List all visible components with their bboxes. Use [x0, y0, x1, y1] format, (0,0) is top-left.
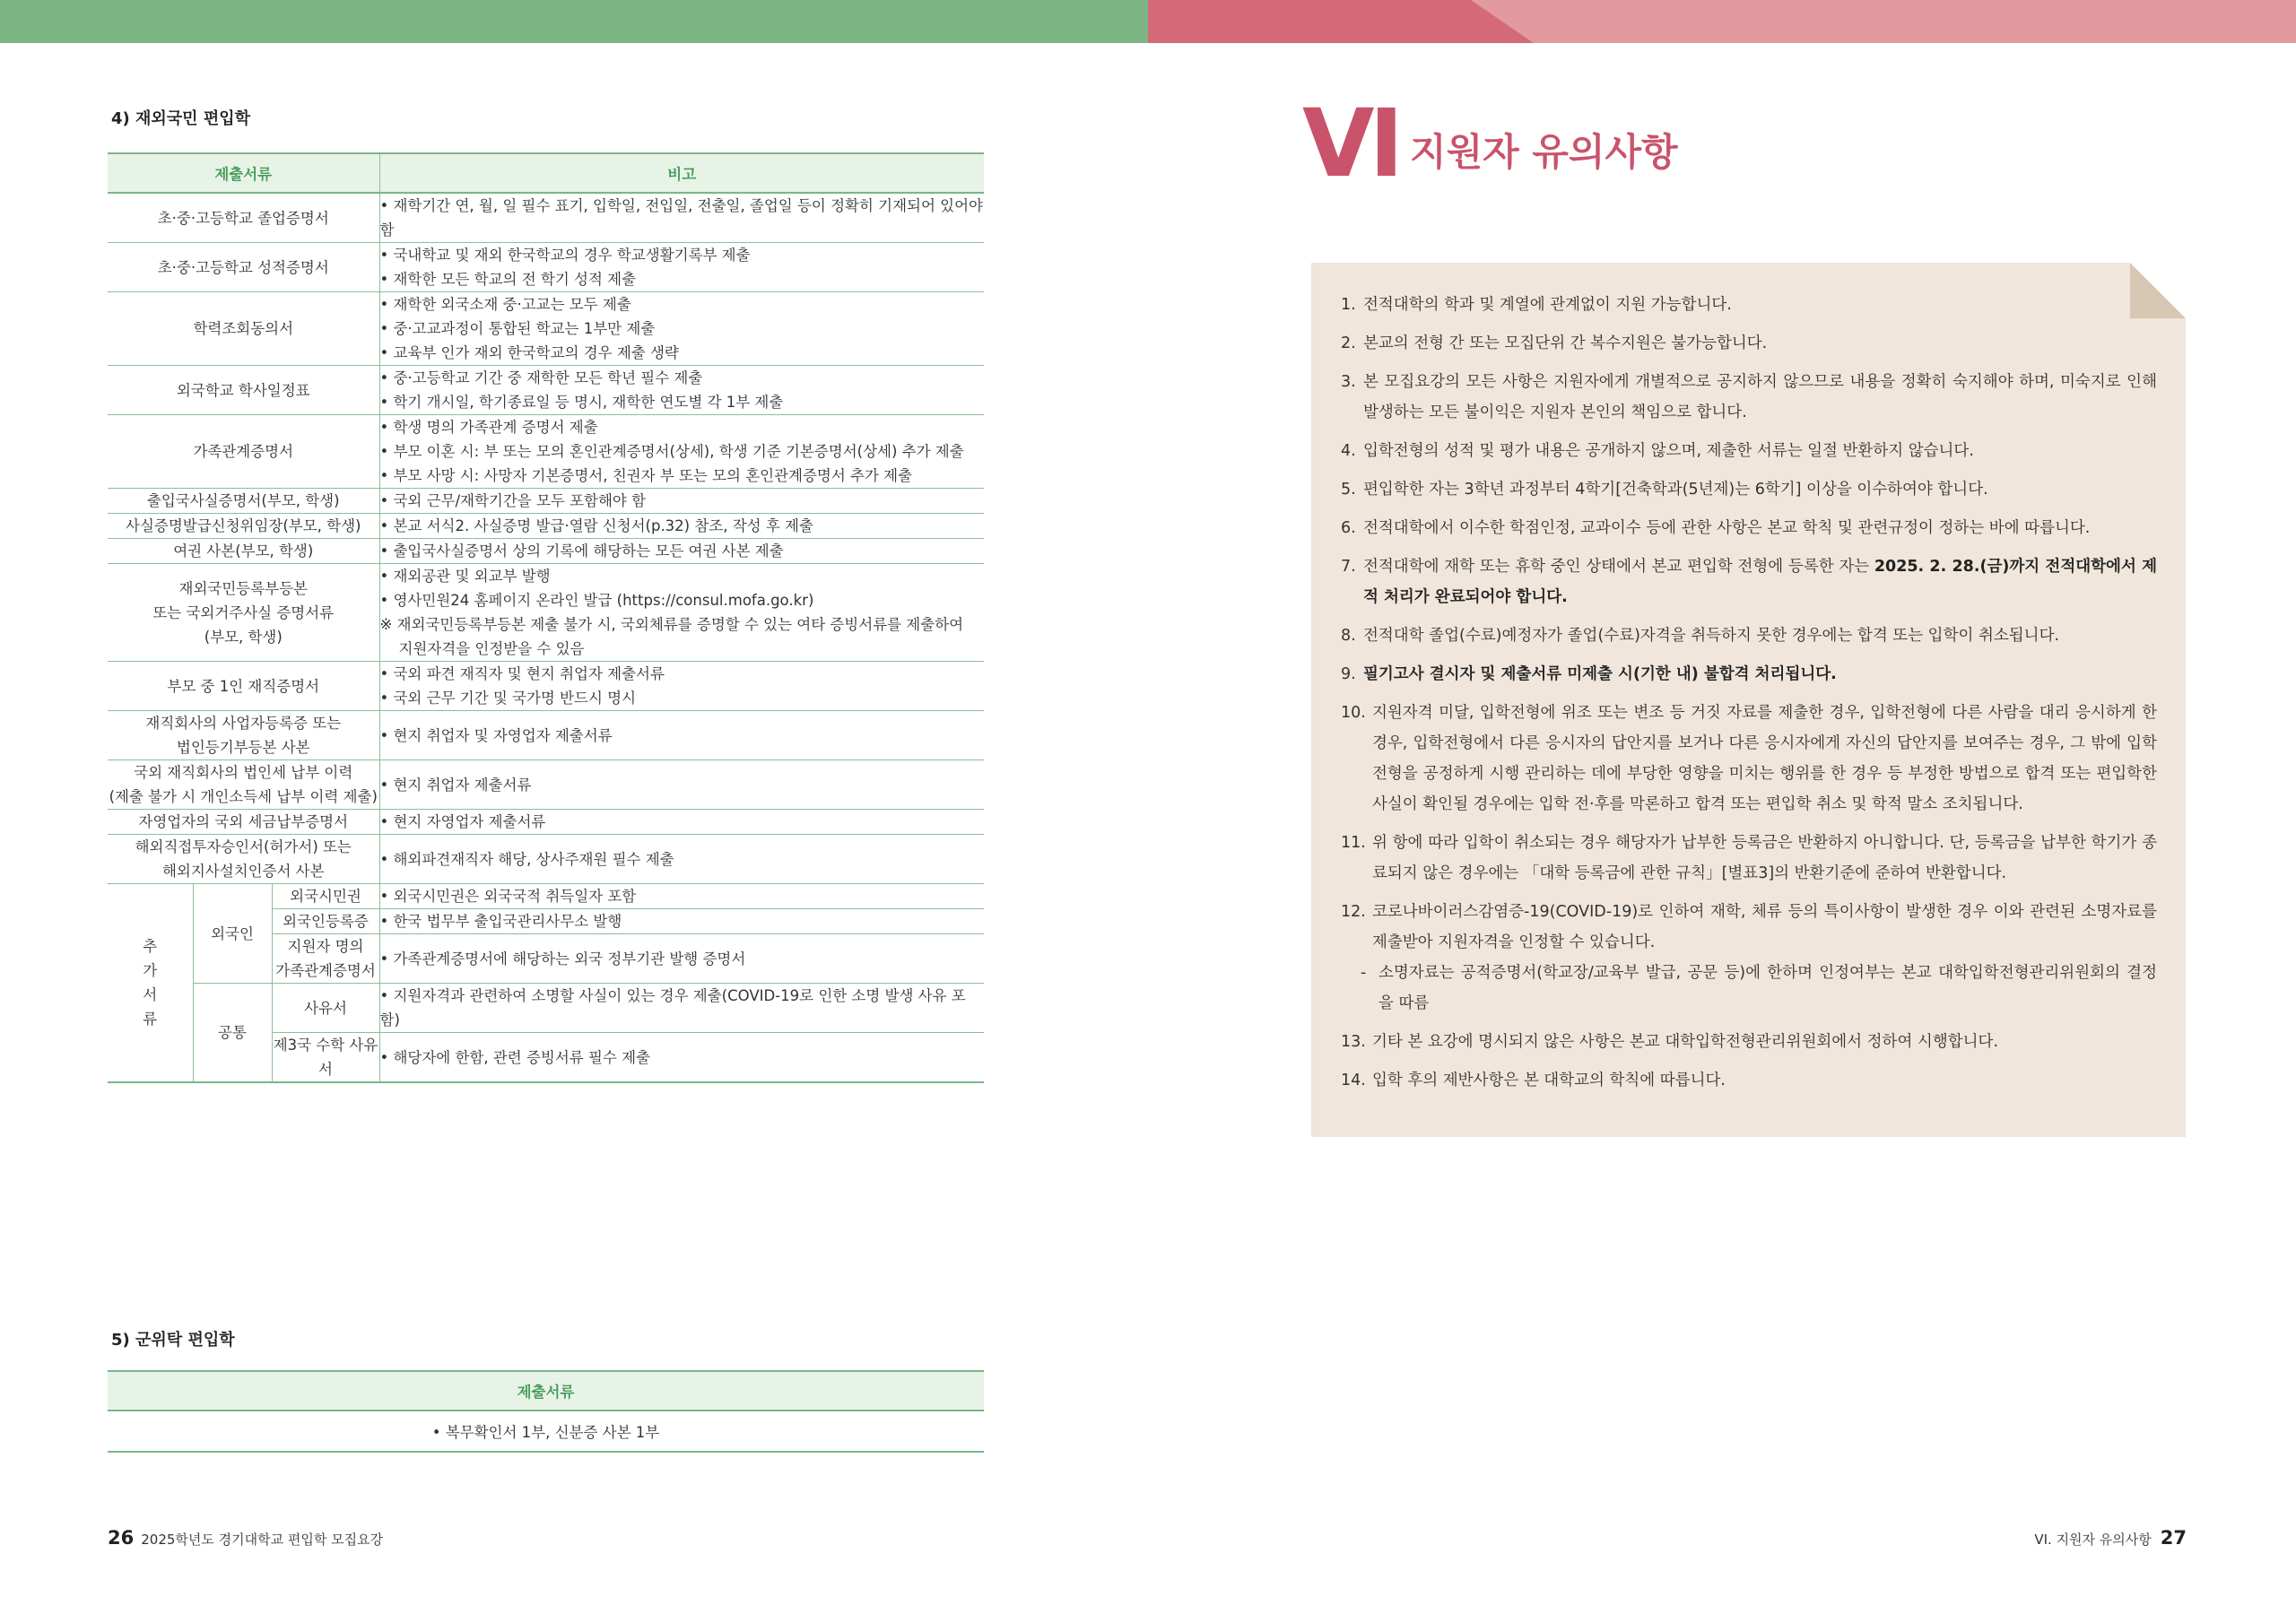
table-row [108, 489, 984, 514]
notice-item [1341, 897, 2157, 958]
chapter-title: 지원자 유의사항 [1410, 130, 1678, 174]
remark-line: • 학생 명의 가족관계 증명서 제출 [379, 419, 598, 436]
notice-number: 13. [1341, 1033, 1366, 1051]
notice-gap [1341, 690, 2157, 698]
notice-text-part: 본 모집요강의 모든 사항은 지원자에게 개별적으로 공지하지 않으므로 내용을 정확히 숙지해야 하며, 미숙지로 인해 발생하는 모든 불이익은 지원자 본인의 책임으로 합니다. [1363, 373, 2157, 421]
remark-line: 지원자격을 인정받을 수 있음 [379, 640, 585, 657]
notice-text [1363, 513, 2157, 543]
notice-text [1372, 1027, 2157, 1057]
notice-item [1341, 474, 2157, 505]
notice-gap [1341, 359, 2157, 367]
remark-line: • 재학기간 연, 월, 일 필수 표기, 입학일, 전입일, 전출일, 졸업일 등이 정확히 기재되어 있어야 함 [379, 197, 983, 239]
document-name: 자영업자의 국외 세금납부증명서 [108, 810, 379, 835]
document-name: 사실증명발급신청위임장(부모, 학생) [108, 514, 379, 539]
notice-text-part: 전적대학의 학과 및 계열에 관계없이 지원 가능합니다. [1363, 296, 1732, 314]
table5-row: • 복무확인서 1부, 신분증 사본 1부 [108, 1410, 984, 1452]
remark-line: • 중·고등학교 기간 중 재학한 모든 학년 필수 제출 [379, 369, 703, 386]
notice-gap [1341, 428, 2157, 436]
table-row [108, 810, 984, 835]
document-name: 해외직접투자승인서(허가서) 또는 해외지사설치인증서 사본 [108, 835, 379, 884]
remark-line: • 출입국사실증명서 상의 기록에 해당하는 모든 여권 사본 제출 [379, 542, 784, 560]
document-remarks [379, 514, 984, 539]
notice-number: 10. [1341, 704, 1366, 722]
table-row [108, 292, 984, 366]
notice-number: 11. [1341, 834, 1366, 852]
extra-document-remark: • 해당자에 한함, 관련 증빙서류 필수 제출 [379, 1033, 984, 1083]
notice-item [1341, 958, 2157, 1019]
notice-gap [1341, 543, 2157, 551]
document-remarks [379, 415, 984, 489]
document-remarks [379, 760, 984, 810]
remark-line: • 국외 근무 기간 및 국가명 반드시 명시 [379, 690, 637, 707]
notice-gap [1341, 651, 2157, 659]
remark-line: • 학기 개시일, 학기종료일 등 명시, 재학한 연도별 각 1부 제출 [379, 394, 784, 411]
notice-gap [1341, 612, 2157, 621]
remark-line: • 현지 취업자 및 자영업자 제출서류 [379, 726, 613, 744]
notice-item [1341, 1065, 2157, 1096]
remark-line: • 현지 취업자 제출서류 [379, 776, 532, 794]
notice-number: 5. [1341, 481, 1356, 499]
document-remarks [379, 243, 984, 292]
document-name: 가족관계증명서 [108, 415, 379, 489]
notice-number: 8. [1341, 627, 1356, 645]
extra-sub-common: 공통 [193, 984, 272, 1083]
document-name: 출입국사실증명서(부모, 학생) [108, 489, 379, 514]
notice-text-part: 편입학한 자는 3학년 과정부터 4학기[건축학과(5년제)는 6학기] 이상을 이수하여야 합니다. [1363, 481, 1988, 499]
document-remarks [379, 489, 984, 514]
document-name: 외국학교 학사일정표 [108, 366, 379, 415]
notice-text [1363, 328, 2157, 359]
notice-text-part: 소명자료는 공적증명서(학교장/교육부 발급, 공문 등)에 한하며 인정여부는 본교 대학입학전형관리위원회의 결정을 따름 [1378, 964, 2157, 1012]
notice-text-part: 기타 본 요강에 명시되지 않은 사항은 본교 대학입학전형관리위원회에서 정하여 시행합니다. [1372, 1033, 1999, 1051]
extra-group-label: 추 가 서 류 [108, 884, 193, 1083]
notice-item [1341, 367, 2157, 428]
footer-right-text: VI. 지원자 유의사항 [2034, 1532, 2152, 1548]
notice-text-part: 위 항에 따라 입학이 취소되는 경우 해당자가 납부한 등록금은 반환하지 아니합니다. 단, 등록금을 납부한 학기가 종료되지 않은 경우에는 「대학 등록금에 관한 규칙」[별표3]의 반환기준에 준하여 반환합니다. [1372, 834, 2157, 882]
remark-line: • 본교 서식2. 사실증명 발급·열람 신청서(p.32) 참조, 작성 후 제출 [379, 517, 813, 534]
military-transfer-table [108, 1370, 984, 1453]
notice-number: 4. [1341, 442, 1356, 460]
document-name: 부모 중 1인 재직증명서 [108, 662, 379, 711]
extra-document-name: 제3국 수학 사유서 [272, 1033, 379, 1083]
notice-item [1341, 551, 2157, 612]
table-row [108, 835, 984, 884]
remark-line: • 부모 사망 시: 사망자 기본증명서, 친권자 부 또는 모의 혼인관계증명서 추가 제출 [379, 467, 913, 484]
remark-line: • 국외 근무/재학기간을 모두 포함해야 함 [379, 492, 647, 509]
extra-table-row [108, 884, 984, 909]
remark-line: • 부모 이혼 시: 부 또는 모의 혼인관계증명서(상세), 학생 기준 기본증명서(상세) 추가 제출 [379, 443, 964, 460]
extra-document-remark: • 한국 법무부 출입국관리사무소 발행 [379, 909, 984, 934]
notice-text-part: 입학 후의 제반사항은 본 대학교의 학칙에 따릅니다. [1372, 1072, 1726, 1089]
remark-line: • 중·고교과정이 통합된 학교는 1부만 제출 [379, 320, 656, 337]
notice-text [1363, 659, 2157, 690]
footer-right [2034, 1527, 2187, 1549]
extra-document-name: 사유서 [272, 984, 379, 1033]
notice-text [1363, 551, 2157, 612]
table-row [108, 564, 984, 662]
document-remarks [379, 292, 984, 366]
remark-line: ※ 재외국민등록부등본 제출 불가 시, 국외체류를 증명할 수 있는 여타 증빙서류를 제출하여 [379, 616, 964, 633]
table-row [108, 415, 984, 489]
notice-text-part: 전적대학에서 이수한 학점인정, 교과이수 등에 관한 사항은 본교 학칙 및 관련규정이 정하는 바에 따릅니다. [1363, 519, 2091, 537]
table-header-row [108, 153, 984, 193]
table-row [108, 760, 984, 810]
notice-number: 7. [1341, 558, 1356, 576]
notice-item [1341, 513, 2157, 543]
notice-item [1341, 328, 2157, 359]
remark-line: • 재학한 모든 학교의 전 학기 성적 제출 [379, 271, 637, 288]
notice-gap [1341, 1019, 2157, 1027]
notice-text-bold: 2025. 2. 28.(금)까지 전적대학에서 제적 처리가 완료되어야 합니다. [1363, 558, 2157, 606]
document-remarks [379, 366, 984, 415]
notice-text [1378, 958, 2157, 1019]
notice-number: 9. [1341, 665, 1356, 683]
notice-number: 6. [1341, 519, 1356, 537]
notice-item [1341, 290, 2157, 320]
notice-number: 1. [1341, 296, 1356, 314]
notice-text-part: 코로나바이러스감염증-19(COVID-19)로 인하여 재학, 체류 등의 특이사항이 발생한 경우 이와 관련된 소명자료를 제출받아 지원자격을 인정할 수 있습니다. [1372, 903, 2157, 951]
notice-text [1363, 474, 2157, 505]
notice-text-part: 지원자격 미달, 입학전형에 위조 또는 변조 등 거짓 자료를 제출한 경우, 입학전형에 다른 사람을 대리 응시하게 한 경우, 입학전형에서 다른 응시자의 답안지를 보거나 다른 응시자에게 자신의 답안지를 보여주는 경우, 그 밖에 입학전형을 공정하게 시행 관리하는 데에 부당한 영향을 미치는 행위를 한 경우 등 부정한 방법으로 합격 또는 편입학한 사실이 확인될 경우에는 입학 전·후를 막론하고 합격 또는 편입학 취소 및 학적 말소 조치됩니다. [1372, 704, 2157, 813]
notice-item [1341, 1027, 2157, 1057]
top-color-bar [0, 0, 2296, 43]
document-remarks [379, 662, 984, 711]
extra-document-name: 외국인등록증 [272, 909, 379, 934]
notice-gap [1341, 505, 2157, 513]
notice-number: - [1361, 964, 1367, 982]
notice-item [1341, 828, 2157, 889]
notice-text [1372, 897, 2157, 958]
footer-left-text: 2025학년도 경기대학교 편입학 모집요강 [141, 1532, 384, 1548]
document-name: 여권 사본(부모, 학생) [108, 539, 379, 564]
notice-number: 2. [1341, 334, 1356, 352]
document-name: 초·중·고등학교 성적증명서 [108, 243, 379, 292]
notice-text-part: 입학전형의 성적 및 평가 내용은 공개하지 않으며, 제출한 서류는 일절 반환하지 않습니다. [1363, 442, 1974, 460]
notice-text [1363, 367, 2157, 428]
notice-number: 14. [1341, 1072, 1366, 1089]
document-remarks [379, 711, 984, 760]
section-4-title: 4) 재외국민 편입학 [111, 109, 250, 128]
table-row [108, 662, 984, 711]
notice-text-part: 본교의 전형 간 또는 모집단위 간 복수지원은 불가능합니다. [1363, 334, 1768, 352]
extra-document-remark: • 가족관계증명서에 해당하는 외국 정부기관 발행 증명서 [379, 934, 984, 984]
notice-text [1363, 621, 2157, 651]
notice-text-bold: 필기고사 결시자 및 제출서류 미제출 시(기한 내) 불합격 처리됩니다. [1363, 665, 1837, 683]
notice-item [1341, 659, 2157, 690]
notice-item [1341, 621, 2157, 651]
table-row [108, 243, 984, 292]
page-number-left: 26 [108, 1527, 135, 1549]
header-documents: 제출서류 [108, 153, 379, 193]
remark-line: • 재외공관 및 외교부 발행 [379, 568, 551, 585]
top-bar-pink-light [1471, 0, 2296, 43]
remark-line: • 국외 파견 재직자 및 현지 취업자 제출서류 [379, 665, 665, 682]
document-name: 학력조회동의서 [108, 292, 379, 366]
document-name: 재외국민등록부등본 또는 국외거주사실 증명서류 (부모, 학생) [108, 564, 379, 662]
table-row [108, 539, 984, 564]
notice-number: 12. [1341, 903, 1366, 921]
extra-table-row [108, 984, 984, 1033]
extra-sub-foreign: 외국인 [193, 884, 272, 984]
remark-line: • 영사민원24 홈페이지 온라인 발급 (https://consul.mofa.go.kr) [379, 592, 814, 609]
document-remarks [379, 835, 984, 884]
extra-document-name: 외국시민권 [272, 884, 379, 909]
document-name: 국외 재직회사의 법인세 납부 이력 (제출 불가 시 개인소득세 납부 이력 제출) [108, 760, 379, 810]
document-name: 초·중·고등학교 졸업증명서 [108, 193, 379, 243]
footer-left [108, 1527, 383, 1549]
notice-text [1372, 828, 2157, 889]
notice-gap [1341, 889, 2157, 897]
overseas-transfer-table [108, 152, 984, 1083]
notice-text-part: 전적대학에 재학 또는 휴학 중인 상태에서 본교 편입학 전형에 등록한 자는 [1363, 558, 1874, 576]
notice-gap [1341, 320, 2157, 328]
notice-item [1341, 698, 2157, 820]
extra-document-name: 지원자 명의 가족관계증명서 [272, 934, 379, 984]
document-remarks [379, 564, 984, 662]
remark-line: • 교육부 인가 재외 한국학교의 경우 제출 생략 [379, 344, 679, 361]
table-row [108, 711, 984, 760]
header-remarks: 비고 [379, 153, 984, 193]
notice-text [1363, 290, 2157, 320]
notice-number: 3. [1341, 373, 1356, 391]
notice-text [1372, 698, 2157, 820]
notice-gap [1341, 466, 2157, 474]
extra-document-remark: • 지원자격과 관련하여 소명할 사실이 있는 경우 제출(COVID-19로 인한 소명 발생 사유 포함) [379, 984, 984, 1033]
table-row [108, 193, 984, 243]
top-bar-green [0, 0, 1148, 43]
remark-line: • 재학한 외국소재 중·고교는 모두 제출 [379, 296, 631, 313]
chapter-number: VI [1302, 89, 1399, 198]
section-5-title: 5) 군위탁 편입학 [111, 1331, 235, 1350]
table5-header: 제출서류 [108, 1371, 984, 1410]
notice-text [1363, 436, 2157, 466]
notice-item [1341, 436, 2157, 466]
remark-line: • 국내학교 및 재외 한국학교의 경우 학교생활기록부 제출 [379, 247, 751, 264]
document-remarks [379, 193, 984, 243]
remark-line: • 현지 자영업자 제출서류 [379, 813, 546, 830]
notice-gap [1341, 820, 2157, 828]
notice-list [1341, 290, 2157, 1104]
page-number-right: 27 [2160, 1527, 2187, 1549]
table-row [108, 514, 984, 539]
extra-document-remark: • 외국시민권은 외국국적 취득일자 포함 [379, 884, 984, 909]
notice-text-part: 전적대학 졸업(수료)예정자가 졸업(수료)자격을 취득하지 못한 경우에는 합격 또는 입학이 취소됩니다. [1363, 627, 2060, 645]
document-remarks [379, 810, 984, 835]
document-name: 재직회사의 사업자등록증 또는 법인등기부등본 사본 [108, 711, 379, 760]
notice-gap [1341, 1057, 2157, 1065]
remark-line: • 해외파견재직자 해당, 상사주재원 필수 제출 [379, 850, 674, 868]
notice-text [1372, 1065, 2157, 1096]
document-remarks [379, 539, 984, 564]
table-row [108, 366, 984, 415]
notice-gap [1341, 1096, 2157, 1104]
